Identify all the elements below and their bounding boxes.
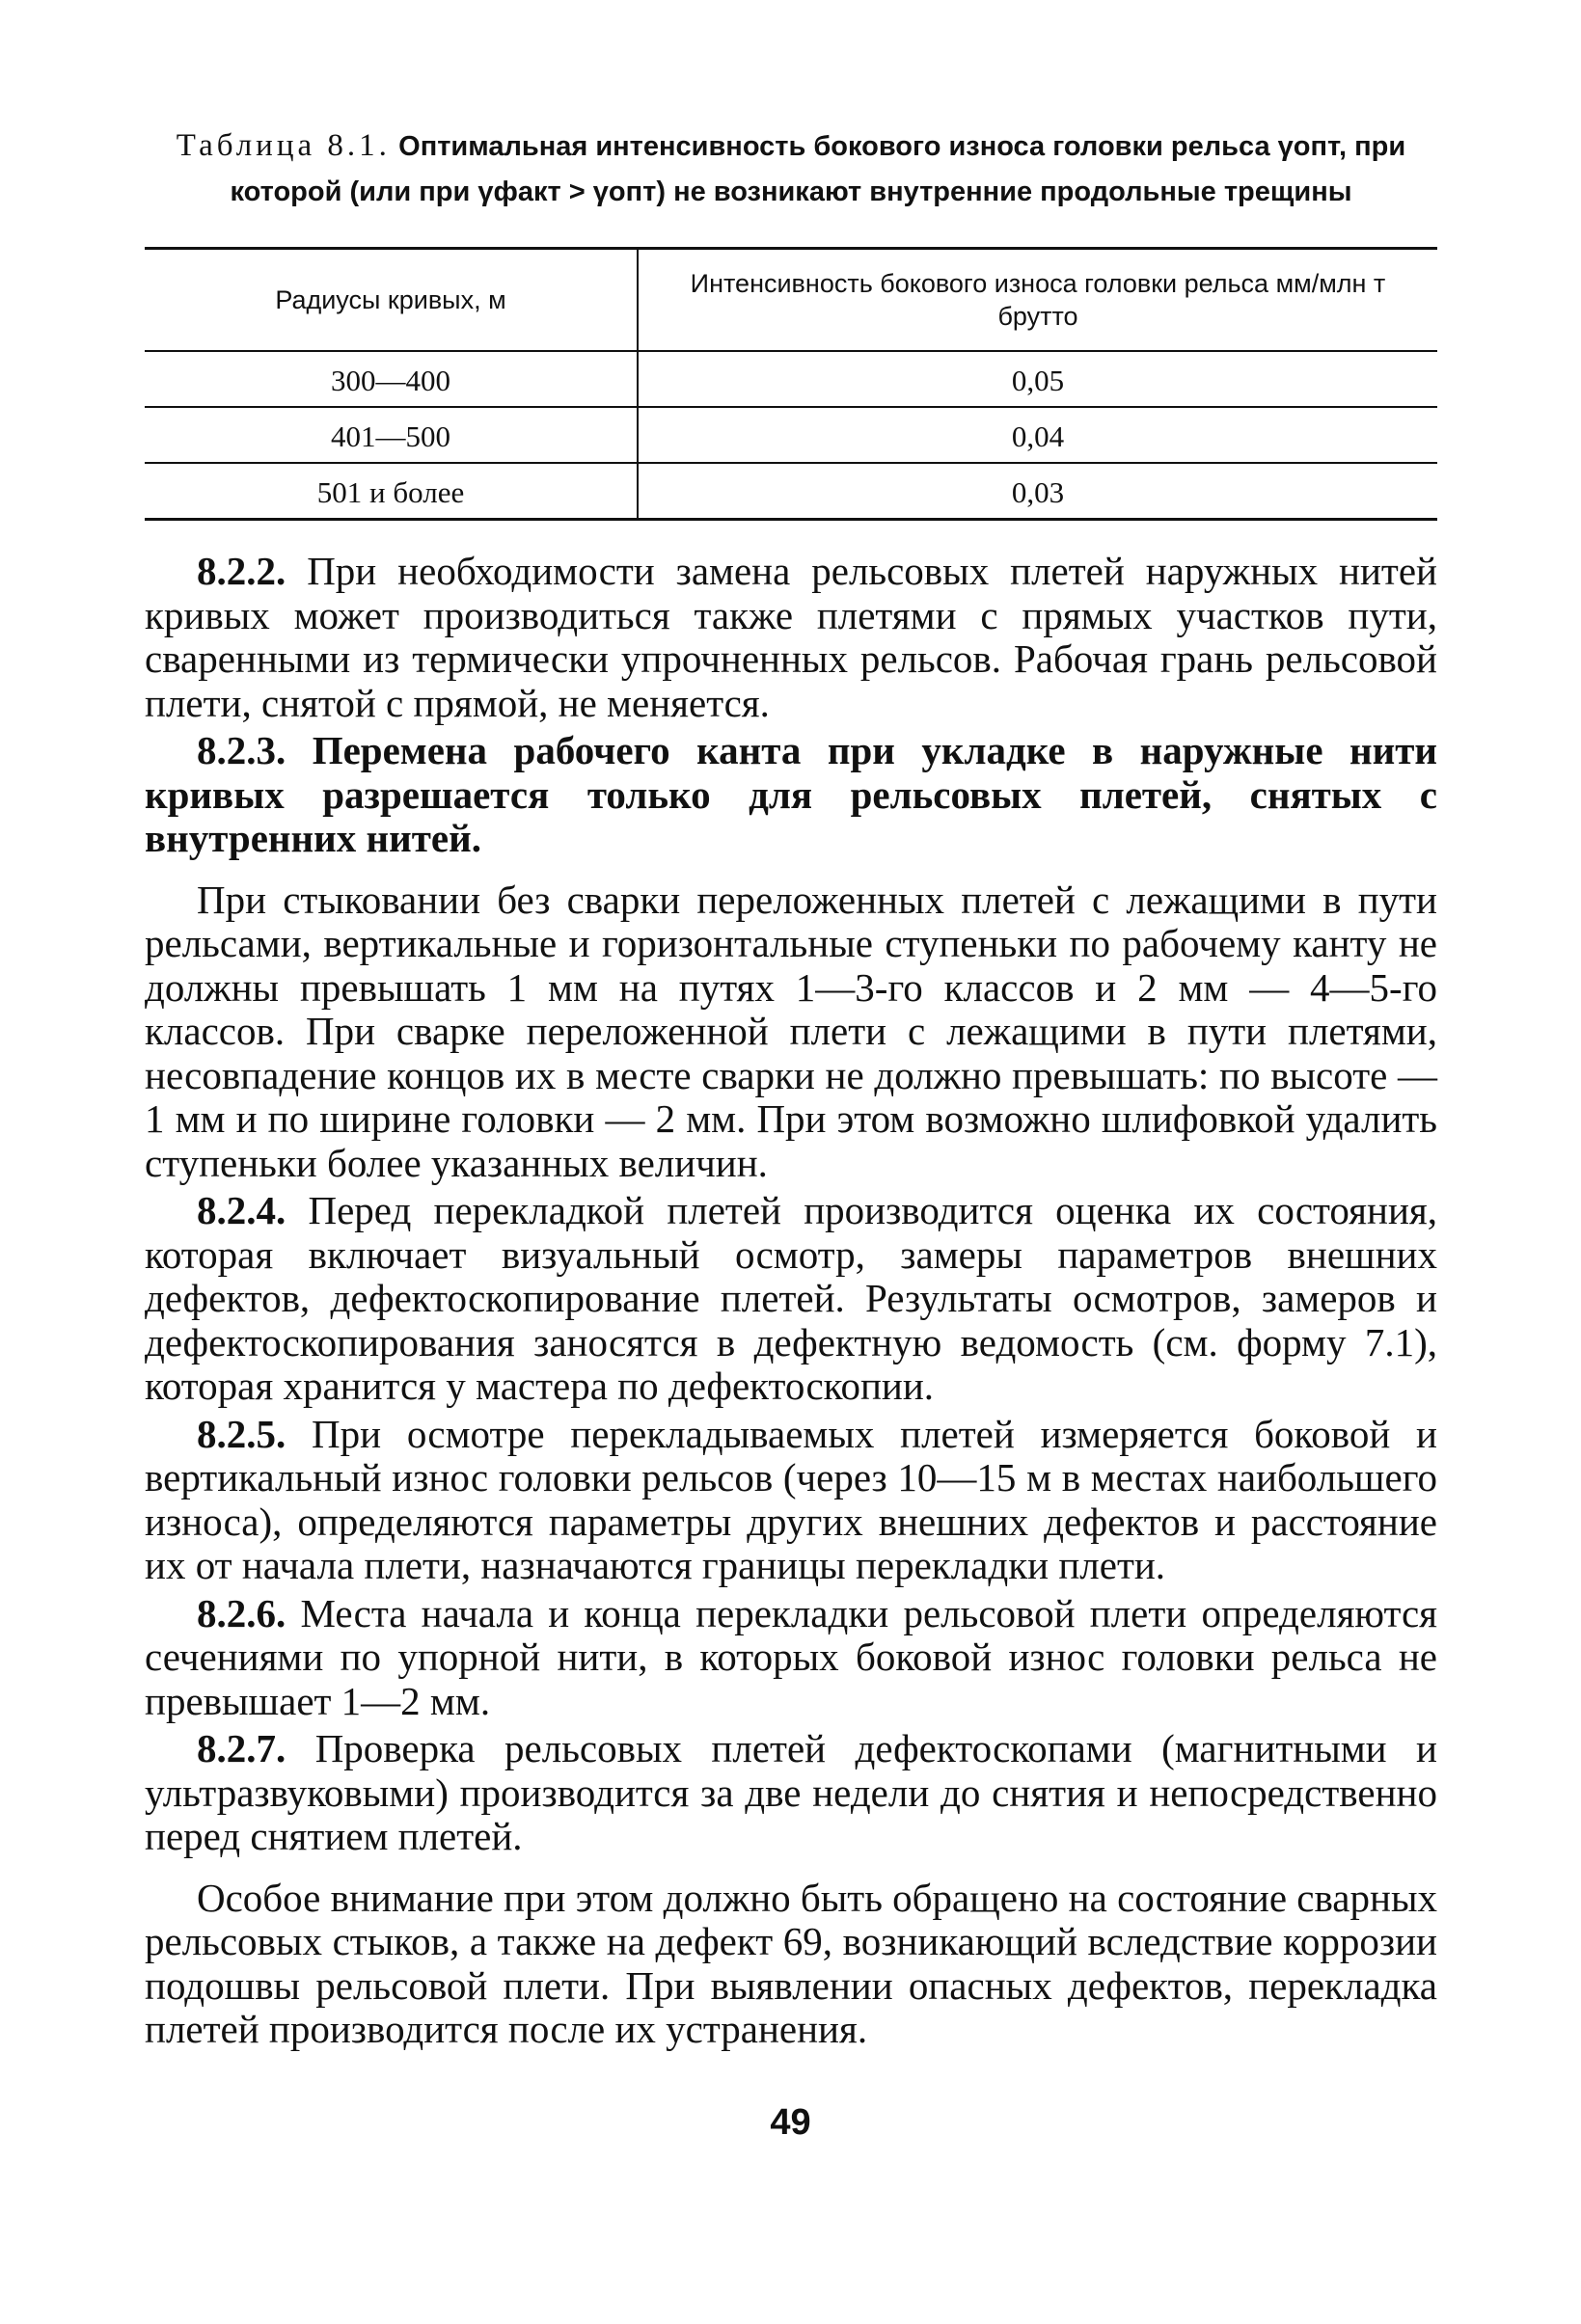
- paragraph-text: Перемена рабочего канта при укладке в наружные нити кривых разрешается только для рельсовых плетей, снятых с внутренних нитей.: [145, 728, 1437, 860]
- paragraph-8-2-7: [145, 1727, 1437, 1859]
- paragraph-text: Места начала и конца перекладки рельсовой плети определяются сечениями по упорной нити, в которых боковой износ головки рельса не превышает 1—2 мм.: [145, 1590, 1437, 1723]
- table-row: [145, 407, 1437, 463]
- paragraph-text: При необходимости замена рельсовых плетей наружных нитей кривых может производиться также плетями с прямых участков пути, сваренными из термически упрочненных рельсов. Рабочая грань рельсовой плети, снятой с прямой, не меняется.: [145, 549, 1437, 725]
- paragraph-text: Проверка рельсовых плетей дефектоскопами (магнитными и ультразвуковыми) производится за две недели до снятия и непосредственно перед снятием плетей.: [145, 1726, 1437, 1858]
- table-cell-radius: 401—500: [145, 407, 638, 463]
- table-cell-radius: 300—400: [145, 351, 638, 407]
- clause-number: 8.2.4.: [197, 1188, 286, 1232]
- clause-number: 8.2.3.: [197, 728, 286, 772]
- paragraph-text: Перед перекладкой плетей производится оценка их состояния, которая включает визуальный осмотр, замеры параметров внешних дефектов, дефектоскопирование плетей. Результаты осмотров, замеров и дефектоскопирования заносятся в дефектную ведомость (см. форму 7.1), которая хранится у мастера по дефектоскопии.: [145, 1188, 1438, 1408]
- table-row: [145, 463, 1437, 520]
- paragraph-8-2-2: [145, 550, 1437, 725]
- column-header-intensity: Интенсивность бокового износа головки рельса мм/млн т брутто: [638, 249, 1437, 352]
- paragraph-text: При осмотре перекладываемых плетей измеряется боковой и вертикальный износ головки рельсов (через 10—15 м в местах наибольшего износа), определяются параметры других внешних дефектов и расстояние их от начала плети, назначаются границы перекладки плети.: [145, 1411, 1438, 1587]
- clause-number: 8.2.2.: [197, 549, 286, 593]
- wear-intensity-table: [145, 247, 1437, 521]
- body-text: [145, 550, 1437, 2056]
- paragraph-8-2-3: [145, 729, 1437, 861]
- table-cell-intensity: 0,03: [638, 463, 1437, 520]
- table-cell-intensity: 0,05: [638, 351, 1437, 407]
- table-cell-radius: 501 и более: [145, 463, 638, 520]
- paragraph-special-attention: [145, 1877, 1437, 2052]
- clause-number: 8.2.7.: [197, 1726, 286, 1770]
- paragraph-joining: [145, 878, 1437, 1186]
- paragraph-text: При стыковании без сварки переложенных плетей с лежащими в пути рельсами, вертикальные и горизонтальные ступеньки по рабочему канту не должны превышать 1 мм на путях 1—3-го классов и 2 мм — 4—5-го классов. При сварке переложенной плети с лежащими в пути плетями, несовпадение концов их в месте сварки не должно превышать: по высоте — 1 мм и по ширине головки — 2 мм. При этом возможно шлифовкой удалить ступеньки более указанных величин.: [145, 877, 1437, 1185]
- paragraph-text: Особое внимание при этом должно быть обращено на состояние сварных рельсовых стыков, а также на дефект 69, возникающий вследствие коррозии подошвы рельсовой плети. При выявлении опасных дефектов, перекладка плетей производится после их устранения.: [145, 1875, 1437, 2051]
- table-caption: [145, 123, 1437, 214]
- table-caption-title: Оптимальная интенсивность бокового износа головки рельса γопт, при которой (или при γфакт > γопт) не возникают внутренние продольные трещины: [230, 131, 1406, 207]
- paragraph-8-2-6: [145, 1592, 1437, 1724]
- page-number: 49: [770, 2102, 811, 2143]
- paragraph-8-2-4: [145, 1189, 1437, 1409]
- table-row: [145, 351, 1437, 407]
- paragraph-8-2-5: [145, 1413, 1437, 1588]
- table-cell-intensity: 0,04: [638, 407, 1437, 463]
- column-header-radius: Радиусы кривых, м: [145, 249, 638, 352]
- table-caption-label: Таблица 8.1.: [176, 128, 391, 163]
- table-header-row: [145, 249, 1437, 352]
- clause-number: 8.2.5.: [197, 1411, 286, 1456]
- clause-number: 8.2.6.: [197, 1590, 286, 1635]
